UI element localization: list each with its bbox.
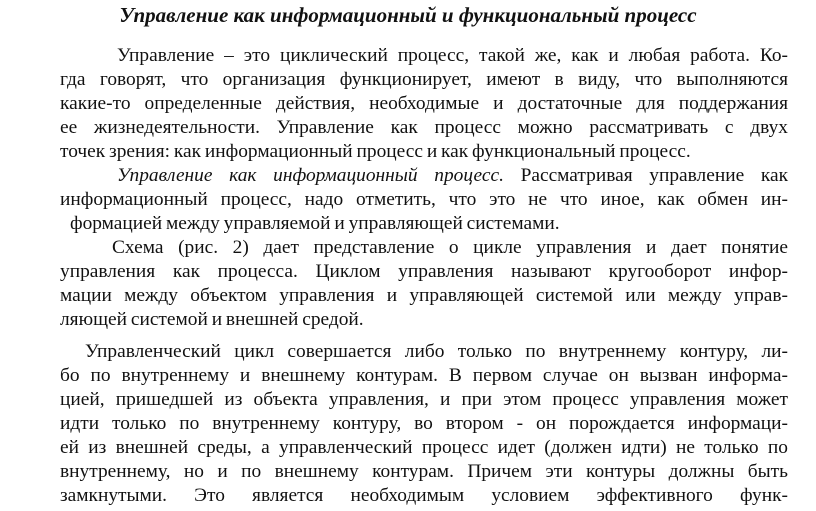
text-line: замкнутыми. Это является необходимым условием эффективного функ-: [60, 485, 788, 506]
text-line: ее жизнедеятельности. Управление как процесс можно рассматривать с двух: [60, 117, 788, 138]
text-line: гда говорят, что организация функционирует, имеют в виду, что выполняются: [60, 69, 788, 90]
text-line: Управление – это циклический процесс, такой же, как и любая работа. Ко-: [117, 45, 788, 66]
text-line: Схема (рис. 2) дает представление о цикле управления и дает понятие: [112, 237, 788, 258]
text-line: идти только по внутреннему контуру, во втором - он порождается информаци-: [60, 413, 788, 434]
text-line: внутреннему, но и по внешнему контурам. Причем эти контуры должны быть: [60, 461, 788, 482]
text-line: информационный процесс, надо отметить, что это не что иное, как обмен ин-: [60, 189, 788, 210]
document-title: Управление как информационный и функциональный процесс: [119, 3, 697, 27]
text-line: мации между объектом управления и управляющей системой или между управ-: [60, 285, 788, 306]
italic-lead: Управление как информационный процесс.: [117, 165, 504, 186]
text-line: точек зрения: как информационный процесс и как функциональный процесс.: [60, 141, 691, 162]
text-line-rest: Рассматривая управление как: [503, 165, 788, 186]
text-line: какие-то определенные действия, необходимые и достаточные для поддержания: [60, 93, 788, 114]
text-line: бо по внутреннему и внешнему контурам. В первом случае он вызван информа-: [60, 365, 788, 386]
text-line: ляющей системой и внешней средой.: [60, 309, 364, 330]
text-line: Управленческий цикл совершается либо только по внутреннему контуру, ли-: [85, 341, 788, 362]
text-line: [117, 164, 788, 188]
text-line: цией, пришедшей из объекта управления, и при этом процесс управления может: [60, 389, 788, 410]
text-line: ей из внешней среды, а управленческий процесс идет (должен идти) не только по: [60, 437, 788, 458]
text-line: управления как процесса. Циклом управления называют кругооборот инфор-: [60, 261, 788, 282]
text-line: формацией между управляемой и управляющей системами.: [70, 213, 560, 234]
